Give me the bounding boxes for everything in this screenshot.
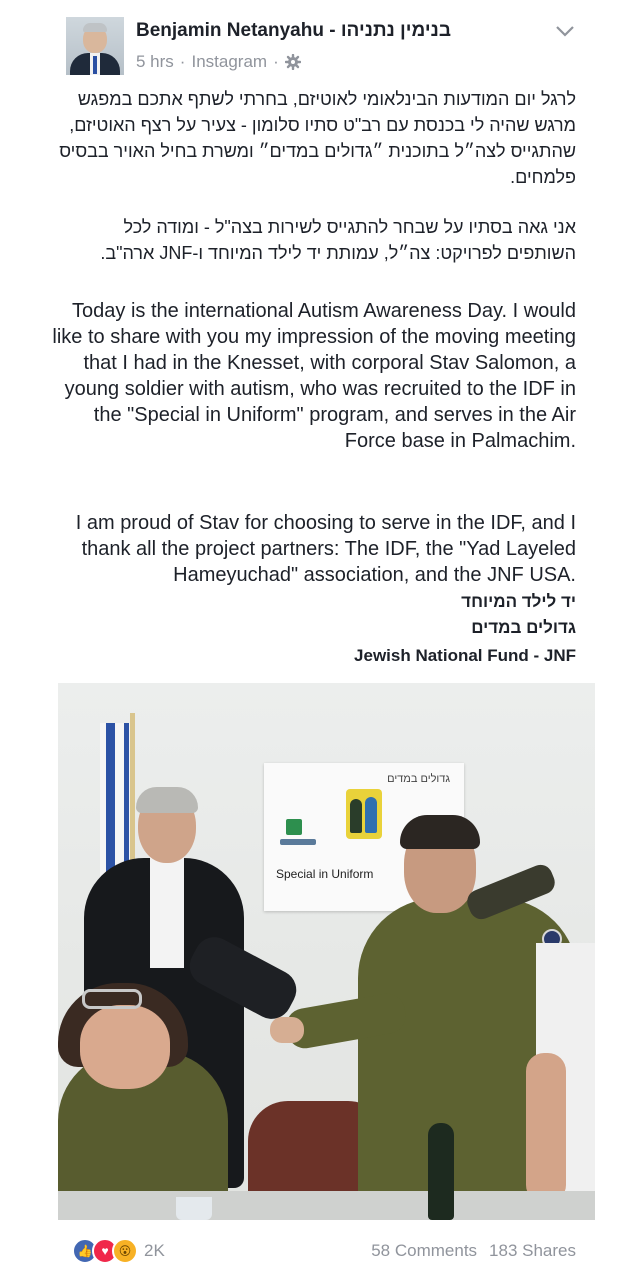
comments-count[interactable]: 58 Comments [371,1241,478,1260]
reaction-count: 2K [144,1241,165,1260]
shares-count[interactable]: 183 Shares [489,1241,576,1260]
post-text-hebrew-1: לרגל יום המודעות הבינלאומי לאוטיזם, בחרתי לשתף אתכם במפגש מרגש שהיה לי בכנסת עם רב"ט סתיו סלומון - צעיר על רצף האוטיזם, שהתגייס לצה״ל בתוכנית ״גדולים במדים״ ומשרת בחיל האויר בבסיס פלמחים. [59,89,576,187]
timestamp[interactable]: 5 hrs [136,52,174,71]
page-tag[interactable]: גדולים במדים [471,618,576,637]
like-icon: 👍 [72,1238,98,1264]
meta-separator: · [273,52,279,71]
author-name[interactable]: Benjamin Netanyahu - בנימין נתניהו [136,20,452,41]
page-tag[interactable]: יד לילד המיוחד [461,592,576,611]
chevron-down-icon[interactable] [554,24,576,38]
sign-caption: Special in Uniform [276,867,374,881]
post-photo[interactable] [58,683,595,1220]
gear-icon[interactable] [285,54,301,70]
special-in-uniform-logo [346,789,382,839]
love-icon: ♥ [92,1238,118,1264]
avatar[interactable] [66,17,124,75]
page-tag[interactable]: Jewish National Fund - JNF [354,646,576,665]
sign-title: גדולים במדים [387,773,450,785]
post-source[interactable]: Instagram [191,52,268,71]
post-text-english-1: Today is the international Autism Awareness Day. I would like to share with you my impression of the moving meeting that I had in the Knesset, with corporal Stav Salomon, a young soldier with autism, who was recruited to the IDF in the "Special in Uniform" program, and serves in the Air Force base in Palmachim. [52,300,576,452]
post-meta [136,52,301,72]
jnf-logo [286,819,302,835]
meta-separator: · [179,52,186,71]
post-text-hebrew-2: אני גאה בסתיו על שבחר להתגייס לשירות בצה"ל - ומודה לכל השותפים לפרויקט: צה״ל, עמותת יד לילד המיוחד ו-JNF ארה"ב. [100,217,576,263]
reactions-summary[interactable] [72,1239,165,1263]
post-text-english-2: I am proud of Stav for choosing to serve in the IDF, and I thank all the project partners: The IDF, the "Yad Layeled Hameyuchad" association, and the JNF USA. [75,512,576,586]
wow-icon: 😮 [112,1238,138,1264]
post-stats [371,1241,576,1261]
